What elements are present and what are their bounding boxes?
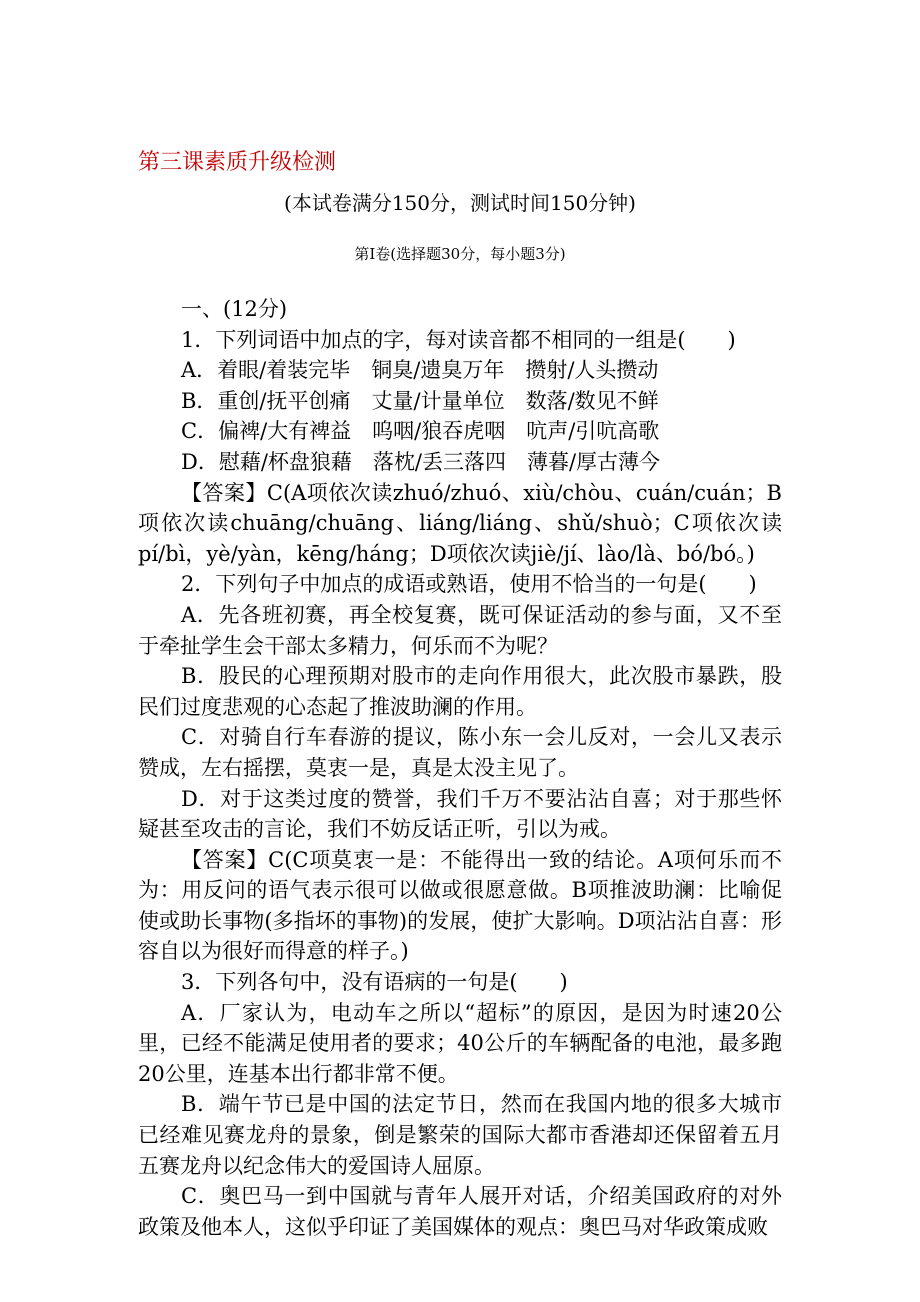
question-2-option-c: C．对骑自行车春游的提议，陈小东一会儿反对，一会儿又表示赞成，左右摇摆，莫衷一是，真是太没主见了。	[138, 725, 782, 780]
question-3-stem: 3．下列各句中，没有语病的一句是( )	[181, 970, 568, 995]
question-2-option-b: B．股民的心理预期对股市的走向作用很大，此次股市暴跌，股民们过度悲观的心态起了推波助澜的作用。	[138, 664, 782, 719]
question-1-answer: 【答案】C(A项依次读zhuó/zhuó、xiù/chòu、cuán/cuán；B项依次读chuāng/chuāng、liáng/liáng、shǔ/shuò；C项依次读pí/bì，yè/yàn，kēng/háng；D项依次读jiè/jí、lào/là、bó/bó。)	[138, 480, 782, 566]
question-3-option-a: A．厂家认为，电动车之所以“超标”的原因，是因为时速20公里，已经不能满足使用者的要求；40公斤的车辆配备的电池，最多跑20公里，连基本出行都非常不便。	[138, 1000, 782, 1086]
document-body	[138, 294, 782, 1242]
question-1-option-c: C．偏裨/大有裨益 呜咽/狼吞虎咽 吭声/引吭高歌	[181, 419, 660, 444]
question-2-option-a: A．先各班初赛，再全校复赛，既可保证活动的参与面，又不至于牵扯学生会干部太多精力，何乐而不为呢？	[138, 602, 782, 658]
question-1-stem: 1．下列词语中加点的字，每对读音都不相同的一组是( )	[181, 327, 736, 352]
question-3-option-b: B．端午节已是中国的法定节日，然而在我国内地的很多大城市已经难见赛龙舟的景象，倒是繁荣的国际大都市香港却还保留着五月五赛龙舟以纪念伟大的爱国诗人屈原。	[138, 1092, 782, 1178]
question-1-option-d: D．慰藉/杯盘狼藉 落枕/丢三落四 薄暮/厚古薄今	[181, 449, 661, 474]
page-title: 第三课素质升级检测	[138, 150, 337, 175]
exam-info: (本试卷满分150分，测试时间150分钟)	[284, 191, 636, 215]
volume-heading: 第Ⅰ卷(选择题30分，每小题3分)	[354, 245, 566, 263]
section-heading: 一、(12分)	[181, 297, 288, 321]
question-2-stem: 2．下列句子中加点的成语或熟语，使用不恰当的一句是( )	[181, 572, 757, 597]
question-3-option-c: C．奥巴马一到中国就与青年人展开对话，介绍美国政府的对外政策及他本人，这似乎印证了美国媒体的观点：奥巴马对华政策成败	[138, 1184, 782, 1239]
question-2-answer: 【答案】C(C项莫衷一是：不能得出一致的结论。A项何乐而不为：用反问的语气表示很可以做或很愿意做。B项推波助澜：比喻促使或助长事物(多指坏的事物)的发展，使扩大影响。D项沾沾自喜：形容自以为很好而得意的样子。)	[138, 847, 782, 964]
question-1-option-b: B．重创/抚平创痛 丈量/计量单位 数落/数见不鲜	[181, 388, 659, 413]
question-2-option-d: D．对于这类过度的赞誉，我们千万不要沾沾自喜；对于那些怀疑甚至攻击的言论，我们不妨反话正听，引以为戒。	[138, 786, 782, 842]
question-1-option-a: A．着眼/着装完毕 铜臭/遗臭万年 攒射/人头攒动	[181, 358, 659, 383]
